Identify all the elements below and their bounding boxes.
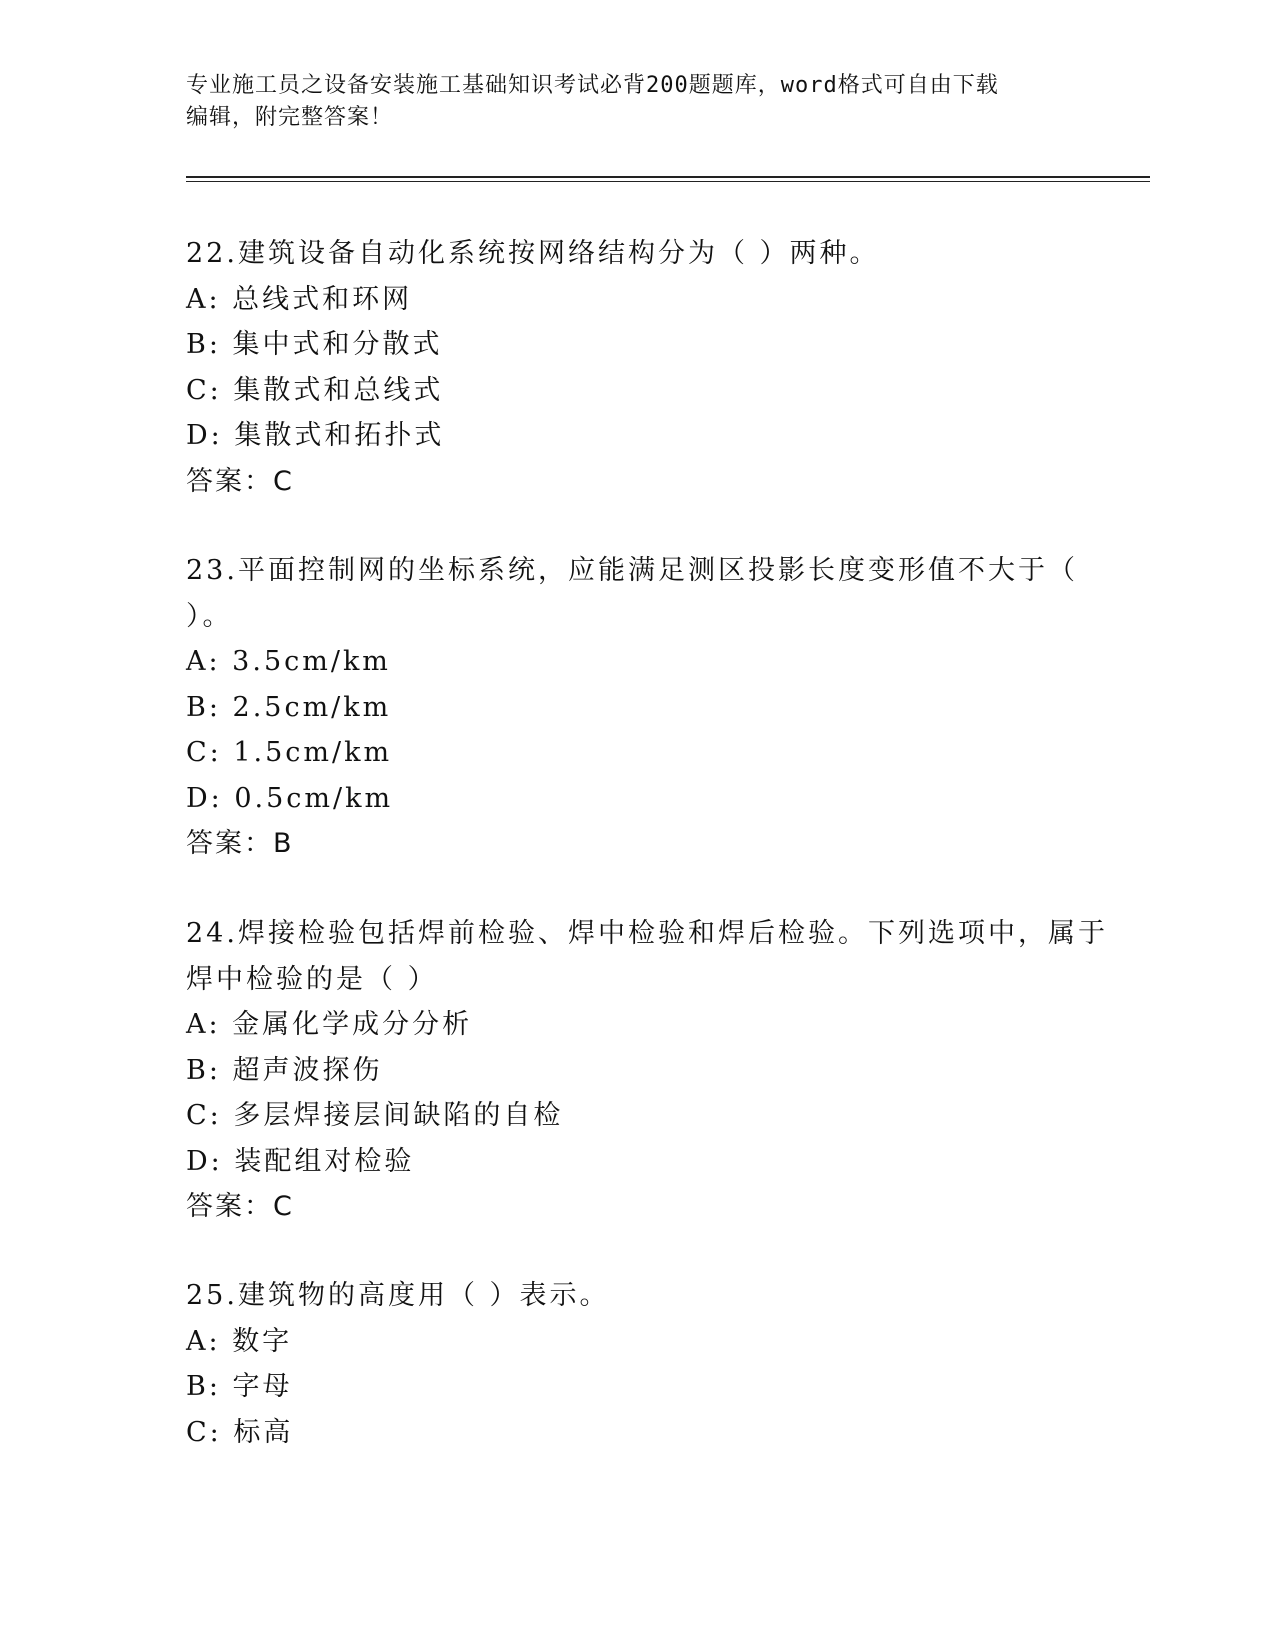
header-divider-thin xyxy=(186,181,1150,182)
question-23 xyxy=(186,548,1086,867)
option-c: C: 集散式和总线式 xyxy=(186,374,444,406)
question-stem: 25.建筑物的高度用（ ）表示。 xyxy=(186,1280,610,1311)
question-stem: 23.平面控制网的坐标系统，应能满足测区投影长度变形值不大于（ xyxy=(186,555,1078,586)
option-d: D: 集散式和拓扑式 xyxy=(186,420,445,451)
question-22 xyxy=(186,231,1086,504)
question-24 xyxy=(186,911,1108,1230)
question-stem: 24.焊接检验包括焊前检验、焊中检验和焊后检验。下列选项中，属于 xyxy=(186,918,1108,949)
header-divider-thick xyxy=(186,176,1150,178)
question-stem-continued: 焊中检验的是（ ） xyxy=(186,963,438,995)
answer: 答案：C xyxy=(186,1191,294,1222)
option-b: B: 集中式和分散式 xyxy=(186,329,443,360)
answer: 答案：C xyxy=(186,465,294,497)
header-line-1: 专业施工员之设备安装施工基础知识考试必背200题题库，word格式可自由下载 xyxy=(186,73,999,98)
option-c: C: 1.5cm/km xyxy=(186,737,393,768)
option-b: B: 字母 xyxy=(186,1371,293,1402)
option-a: A: 3.5cm/km xyxy=(186,646,391,677)
header-line-2: 编辑，附完整答案！ xyxy=(186,105,394,130)
option-d: D: 装配组对检验 xyxy=(186,1145,415,1177)
option-c: C: 多层焊接层间缺陷的自检 xyxy=(186,1100,564,1131)
option-a: A: 数字 xyxy=(186,1325,293,1357)
question-25 xyxy=(186,1273,1086,1455)
option-b: B: 2.5cm/km xyxy=(186,691,392,723)
question-stem-continued: ）。 xyxy=(186,600,233,632)
document-header xyxy=(186,70,1076,134)
answer: 答案：B xyxy=(186,828,294,859)
option-b: B: 超声波探伤 xyxy=(186,1054,383,1086)
option-d: D: 0.5cm/km xyxy=(186,782,394,814)
option-a: A: 总线式和环网 xyxy=(186,283,413,315)
option-a: A: 金属化学成分分析 xyxy=(186,1009,473,1040)
option-c: C: 标高 xyxy=(186,1416,294,1448)
question-stem: 22.建筑设备自动化系统按网络结构分为（ ）两种。 xyxy=(186,238,880,269)
